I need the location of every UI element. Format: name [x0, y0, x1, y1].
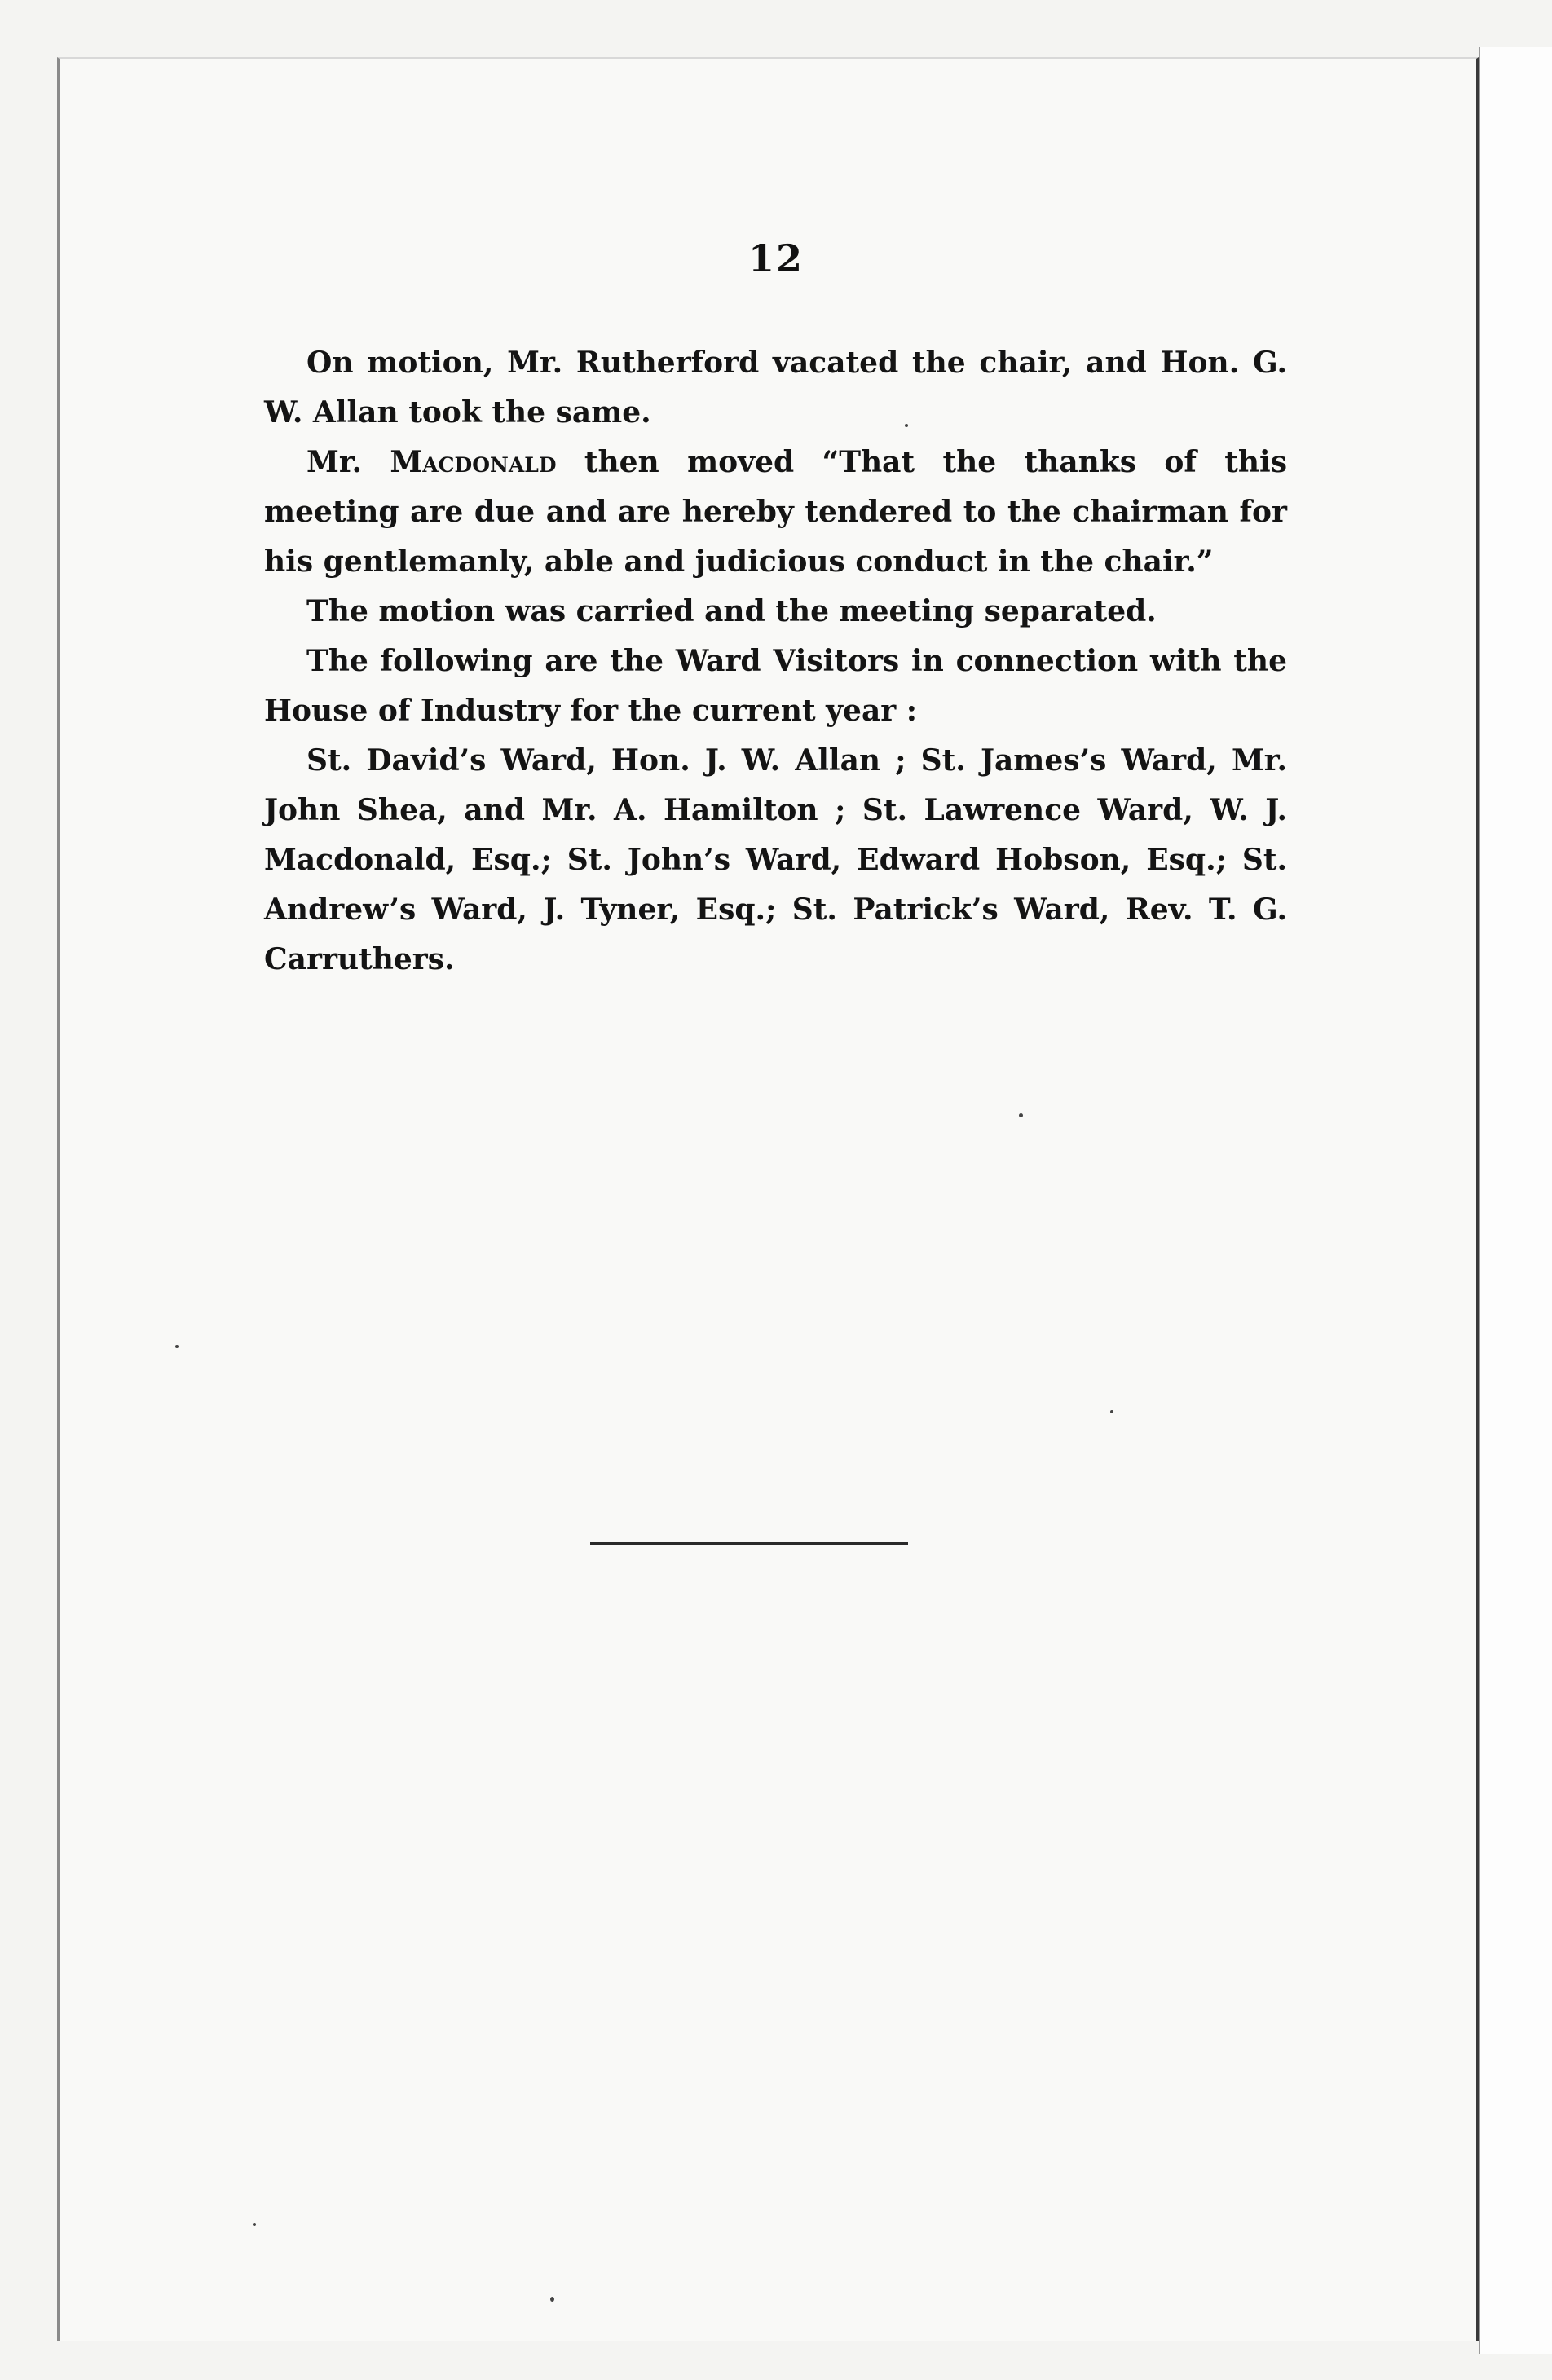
scan-speck — [253, 2223, 256, 2226]
paragraph-lead: Mr. — [306, 445, 390, 479]
paragraph-thanks-motion — [264, 438, 1287, 587]
paragraph-text: The motion was carried and the meeting separated. — [306, 594, 1157, 628]
paragraph-motion-chair — [264, 338, 1287, 438]
paragraph-text: then moved “That the thanks of this meeting are due and are hereby tendered to the chairman for his gentlemanly, able and judicious conduct in the chair.” — [264, 445, 1287, 579]
page-body — [264, 338, 1287, 985]
scan-speck — [1110, 1410, 1113, 1413]
section-divider-rule — [590, 1542, 908, 1545]
paragraph-text: St. David’s Ward, Hon. J. W. Allan ; St. James’s Ward, Mr. John Shea, and Mr. A. Hamilton ; St. Lawrence Ward, W. J. Macdonald, Esq.; St. John’s Ward, Edward Hobson, Esq.; St. Andrew’s Ward, J. Tyner, Esq.; St. Patrick’s Ward, Rev. T. G. Carruthers. — [264, 743, 1287, 976]
facing-page-edge — [1479, 47, 1552, 2354]
paragraph-motion-carried — [264, 587, 1287, 637]
page-number: 12 — [747, 236, 804, 280]
speaker-name: Macdonald — [390, 445, 557, 479]
scan-speck — [905, 424, 908, 427]
paragraph-ward-visitors-intro — [264, 637, 1287, 736]
paragraph-text: On motion, Mr. Rutherford vacated the chair, and Hon. G. W. Allan took the same. — [264, 346, 1287, 430]
paragraph-text: The following are the Ward Visitors in connection with the House of Industry for the current year : — [264, 644, 1287, 728]
scan-speck — [175, 1345, 179, 1348]
scan-speck — [550, 2297, 554, 2302]
scan-speck — [1019, 1113, 1023, 1117]
paragraph-ward-visitors-list — [264, 736, 1287, 985]
